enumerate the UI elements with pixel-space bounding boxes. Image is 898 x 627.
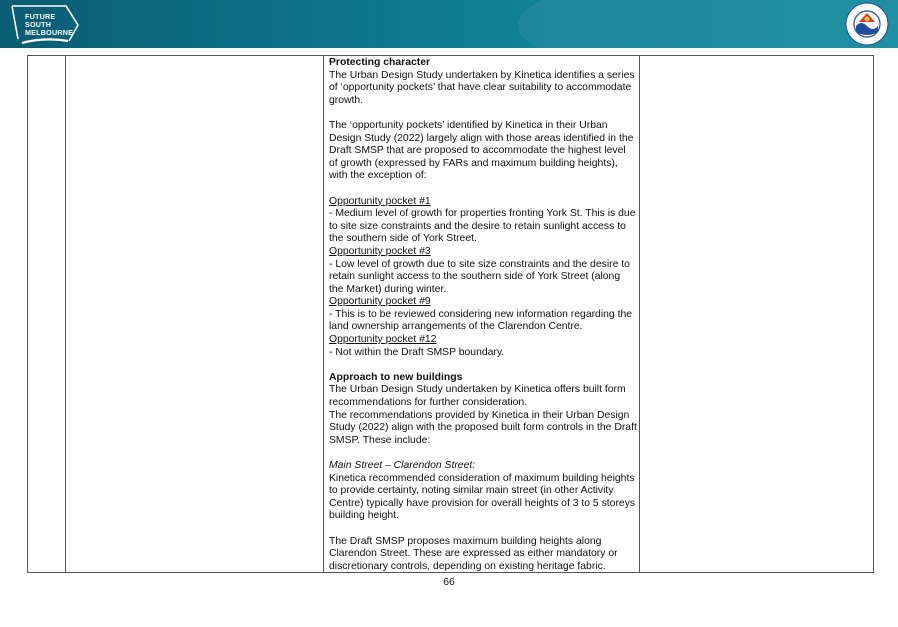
city-of-port-phillip-seal-icon <box>844 2 890 46</box>
pocket-1-title: Opportunity pocket #1 <box>329 195 431 207</box>
future-south-melbourne-logo-icon <box>8 3 80 45</box>
main-street-paragraph-2: The Draft SMSP proposes maximum building heights along Clarendon Street. These are expressed as either mandatory or discretionary controls, depending on existing heritage fabric. <box>329 535 618 572</box>
approach-paragraph-1: The Urban Design Study undertaken by Kinetica offers built form recommendations for further consideration. <box>329 384 626 409</box>
pocket-3-text: - Low level of growth due to site size constraints and the desire to retain sunlight access to the southern side of York Street (along the Market) during winter. <box>329 258 630 295</box>
pocket-9-text: - This is to be reviewed considering new information regarding the land ownership arrangements of the Clarendon Centre. <box>329 308 633 333</box>
pocket-1-text: - Medium level of growth for properties fronting York St. This is due to site size constraints and the desire to retain sunlight access to the southern side of York Street. <box>329 208 636 245</box>
header-decoration <box>518 0 898 48</box>
pocket-12-title: Opportunity pocket #12 <box>329 334 437 346</box>
protecting-paragraph-1: The Urban Design Study undertaken by Kinetica identifies a series of ‘opportunity pockets’ that have clear suitability to accommodate growth. <box>329 69 635 106</box>
approach-heading: Approach to new buildings <box>329 371 463 383</box>
header-banner <box>0 0 898 48</box>
pocket-3-title: Opportunity pocket #3 <box>329 245 431 257</box>
protecting-paragraph-2: The ‘opportunity pockets’ identified by Kinetica in their Urban Design Study (2022) largely align with those areas identified in the Draft SMSP that are proposed to accommodate the highest level of growth (expressed by FARs and maximum building heights), with the exception of: <box>329 119 634 182</box>
logo-text: FUTURE SOUTH MELBOURNE <box>25 12 74 37</box>
column-divider <box>323 56 324 572</box>
main-street-heading: Main Street – Clarendon Street: <box>329 460 476 471</box>
pocket-9-title: Opportunity pocket #9 <box>329 296 431 308</box>
column-divider <box>65 56 66 572</box>
approach-paragraph-2: The recommendations provided by Kinetica in their Urban Design Study (2022) align with the proposed built form controls in the Draft SMSP. These include: <box>329 409 637 446</box>
response-cell <box>329 57 637 573</box>
content-table <box>27 55 874 573</box>
pocket-12-text: - Not within the Draft SMSP boundary. <box>329 346 505 358</box>
page-number: 66 <box>443 577 455 588</box>
main-street-paragraph-1: Kinetica recommended consideration of maximum building heights to provide certainty, noting similar main street (in other Activity Centre) typically have provision for overall heights of 3 to 5 storeys building height. <box>329 472 636 522</box>
protecting-character-heading: Protecting character <box>329 57 431 68</box>
column-divider <box>639 56 640 572</box>
